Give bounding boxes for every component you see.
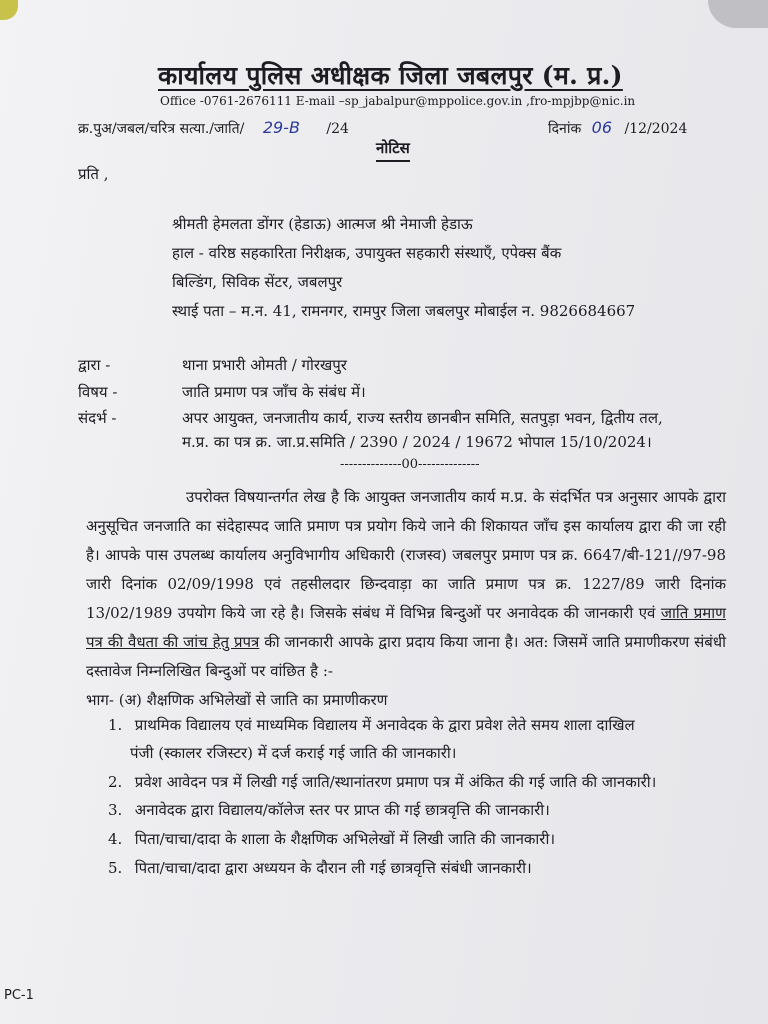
vishay-label: विषय - — [78, 383, 118, 401]
body-text-part: की जानकारी आपके द्वारा प्रदाय किया जाना है। अत: जिसमें जाति प्रमाणीकरण संबंधी दस्तावेज निम्नलिखित बिन्दुओं पर वांछित है :- — [86, 633, 726, 680]
list-item-continuation: पंजी (स्कालर रजिस्टर) में दर्ज कराई गई जाति की जानकारी। — [130, 744, 457, 762]
date-label: दिनांक — [548, 121, 582, 137]
list-item-number: 4. — [108, 830, 123, 848]
reference-suffix: /24 — [326, 121, 349, 137]
page-code: PC-1 — [4, 988, 34, 1003]
reference-handwritten-number: 29-B — [262, 118, 300, 137]
list-item-number: 1. — [108, 716, 123, 734]
reference-line — [78, 118, 349, 138]
section-heading: भाग- (अ) शैक्षणिक अभिलेखों से जाति का प्रमाणीकरण — [86, 691, 388, 709]
vishay-value: जाति प्रमाण पत्र जाँच के संबंध में। — [182, 383, 366, 401]
dwara-label: द्वारा - — [78, 356, 111, 374]
recipient-name: श्रीमती हेमलता डोंगर (हेडाऊ) आत्मज श्री नेमाजी हेडाऊ — [172, 215, 473, 233]
page-corner-shadow — [0, 0, 18, 20]
list-item-text: प्रवेश आवेदन पत्र में लिखी गई जाति/स्थानांतरण प्रमाण पत्र में अंकित की गई जाति की जानकारी। — [134, 773, 657, 791]
body-text-part: उपरोक्त विषयान्तर्गत लेख है कि आयुक्त जनजातीय कार्य म.प्र. के संदर्भित पत्र अनुसार आपके द्वारा अनुसूचित जनजाति का संदेहास्पद जाति प्रमाण पत्र प्रयोग किये जाने की शिकायत जाँच इस कार्यालय द्वारा की जा रही है। आपके पास उपलब्ध कार्यालय अनुविभागीय अधिकारी (राजस्व) जबलपुर प्रमाण पत्र क्र. 6647/बी-121//97-98 जारी दिनांक 02/09/1998 एवं तहसीलदार छिन्दवाड़ा का जाति प्रमाण पत्र क्र. 1227/89 जारी दिनांक 13/02/1989 उपयोग किये जा रहे है। जिसके संबंध में विभिन्न बिन्दुओं पर अनावेदक की जानकारी एवं — [86, 488, 726, 622]
list-item — [108, 858, 532, 878]
list-item-text: पिता/चाचा/दादा के शाला के शैक्षणिक अभिलेखों में लिखी जाति की जानकारी। — [134, 830, 556, 848]
recipient-address-line: बिल्डिंग, सिविक सेंटर, जबलपुर — [172, 273, 343, 291]
office-title: कार्यालय पुलिस अधीक्षक जिला जबलपुर (म. प्र.) — [158, 61, 623, 90]
list-item-number: 2. — [108, 773, 123, 791]
list-item-text: अनावेदक द्वारा विद्यालय/कॉलेज स्तर पर प्राप्त की गई छात्रवृत्ति की जानकारी। — [134, 801, 550, 819]
sandarbh-line-2: म.प्र. का पत्र क्र. जा.प्र.समिति / 2390 / 2024 / 19672 भोपाल 15/10/2024। — [182, 433, 652, 451]
date-month-year: /12/2024 — [624, 121, 688, 137]
notice-heading: नोटिस — [376, 138, 410, 162]
sandarbh-label: संदर्भ - — [78, 409, 117, 427]
list-item-text: पिता/चाचा/दादा द्वारा अध्ययन के दौरान ली गई छात्रवृत्ति संबंधी जानकारी। — [134, 859, 532, 877]
page-corner-fold — [708, 0, 768, 28]
prati-label: प्रति , — [78, 165, 109, 183]
recipient-address-line: हाल - वरिष्ठ सहकारिता निरीक्षक, उपायुक्त सहकारी संस्थाएँ, एपेक्स बैंक — [172, 244, 562, 262]
list-item-text: प्राथमिक विद्यालय एवं माध्यमिक विद्यालय में अनावेदक के द्वारा प्रवेश लेते समय शाला दाखिल — [134, 716, 635, 734]
list-item — [108, 715, 635, 735]
separator-line: --------------00-------------- — [340, 457, 480, 472]
body-underlined-text: जाति प्रमाण पत्र की वैधता की जांच हेतु प्रपत्र — [86, 604, 726, 651]
recipient-permanent-address: स्थाई पता – म.न. 41, रामनगर, रामपुर जिला जबलपुर मोबाईल न. 9826684667 — [172, 302, 636, 320]
list-item — [108, 800, 550, 820]
list-item-number: 5. — [108, 859, 123, 877]
dwara-value: थाना प्रभारी ओमती / गोरखपुर — [182, 356, 347, 374]
office-contact-line: Office -0761-2676111 E-mail –sp_jabalpur@mppolice.gov.in ,fro-mpjbp@nic.in — [160, 94, 636, 108]
notice-body-paragraph — [86, 483, 726, 686]
list-item — [108, 772, 656, 792]
date-day-handwritten: 06 — [591, 118, 613, 137]
sandarbh-line-1: अपर आयुक्त, जनजातीय कार्य, राज्य स्तरीय छानबीन समिति, सतपुड़ा भवन, द्वितीय तल, — [182, 409, 663, 427]
list-item-number: 3. — [108, 801, 123, 819]
date-line — [548, 118, 687, 138]
reference-prefix: क्र.पुअ/जबल/चरित्र सत्या./जाति/ — [78, 121, 245, 137]
list-item — [108, 829, 555, 849]
